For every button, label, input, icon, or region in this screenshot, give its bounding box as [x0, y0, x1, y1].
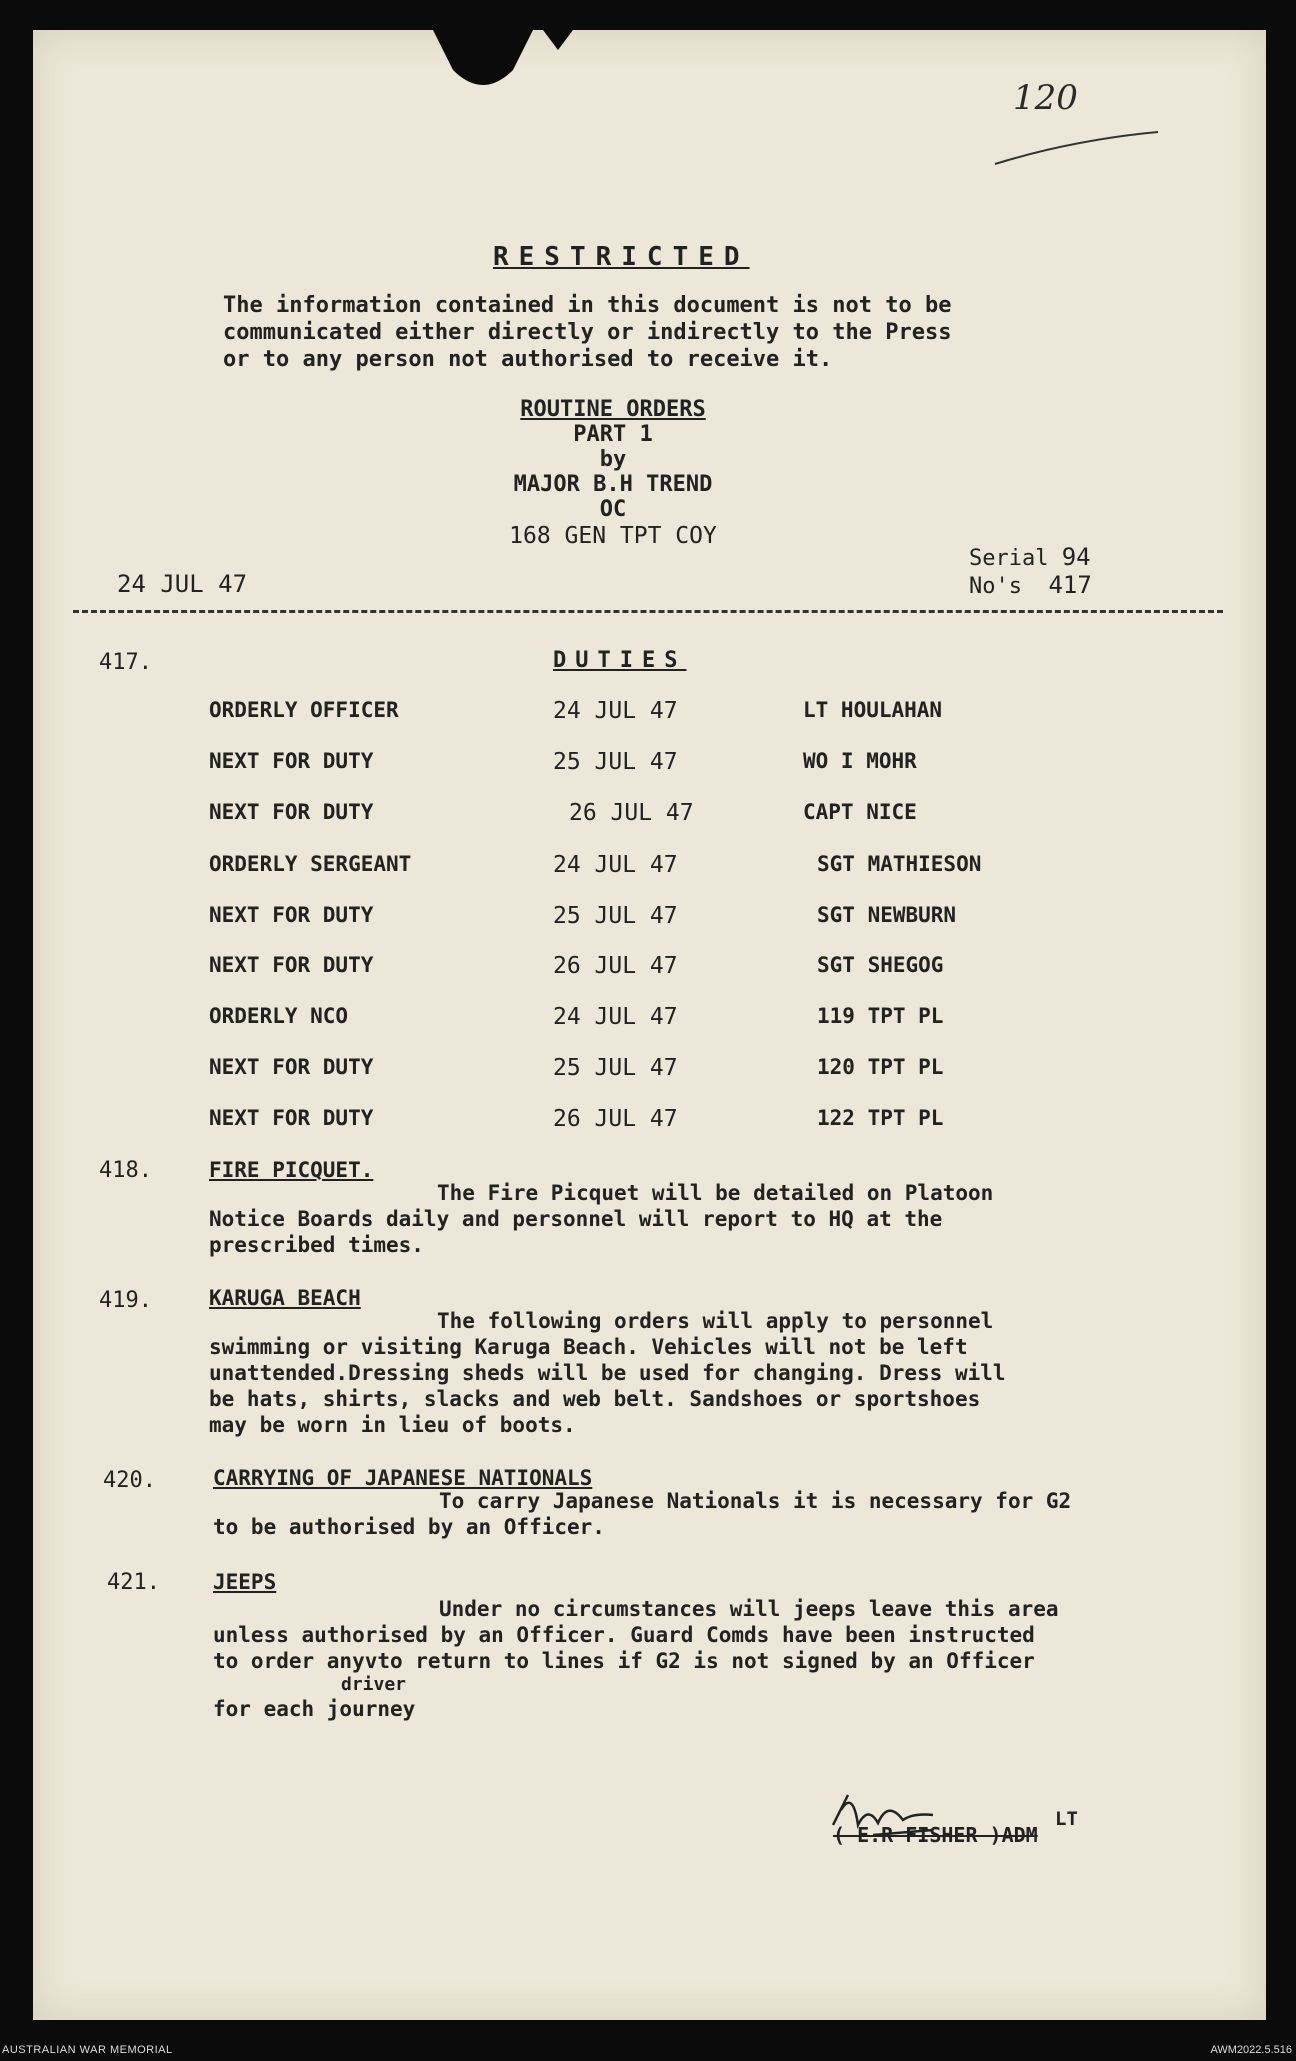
- duty-date: 24 JUL 47: [553, 852, 678, 878]
- notice-line: or to any person not authorised to receive it.: [223, 347, 833, 372]
- signatory-rank: LT: [1055, 1808, 1078, 1830]
- duty-person: 122 TPT PL: [817, 1106, 944, 1130]
- duty-date: 25 JUL 47: [553, 1055, 678, 1081]
- order-role: OC: [599, 497, 627, 522]
- duty-date: 26 JUL 47: [569, 800, 694, 826]
- duty-person: CAPT NICE: [803, 800, 917, 824]
- table-row: [33, 749, 1266, 789]
- duty-person: 120 TPT PL: [817, 1055, 944, 1079]
- paragraph-line: unless authorised by an Officer. Guard Comds have been instructed: [213, 1623, 1035, 1647]
- section-number: 420.: [103, 1468, 156, 1493]
- paragraph-line: The following orders will apply to personnel: [437, 1309, 994, 1333]
- section-number: 419.: [99, 1288, 152, 1313]
- paragraph-heading: JEEPS: [213, 1570, 277, 1594]
- document-date: 24 JUL 47: [117, 570, 248, 598]
- duty-person: WO I MOHR: [803, 749, 917, 773]
- serial-value: 94: [1061, 543, 1091, 571]
- order-by: by: [599, 447, 627, 472]
- paragraph-heading: CARRYING OF JAPANESE NATIONALS: [213, 1466, 593, 1490]
- duty-role: ORDERLY OFFICER: [209, 698, 399, 722]
- table-row: [33, 903, 1266, 943]
- duty-role: ORDERLY NCO: [209, 1004, 349, 1028]
- nos-value: 417: [1048, 571, 1092, 599]
- table-row: [33, 1055, 1266, 1095]
- duty-person: 119 TPT PL: [817, 1004, 944, 1028]
- duty-role: NEXT FOR DUTY: [209, 800, 374, 824]
- table-row: [33, 852, 1266, 892]
- duty-role: NEXT FOR DUTY: [209, 903, 374, 927]
- section-number: 418.: [99, 1158, 152, 1183]
- archive-reference: AWM2022.5.516: [1210, 2044, 1292, 2056]
- paragraph-heading: KARUGA BEACH: [209, 1286, 361, 1310]
- paragraph-body: [213, 1596, 1059, 1722]
- table-row: [33, 953, 1266, 993]
- paragraph-body: [209, 1180, 993, 1258]
- torn-punch-hole: [393, 30, 653, 100]
- paragraph-line: to be authorised by an Officer.: [213, 1515, 605, 1539]
- paragraph-line: The Fire Picquet will be detailed on Platoon: [437, 1181, 994, 1205]
- section-number: 421.: [107, 1570, 160, 1595]
- paragraph-line: To carry Japanese Nationals it is necessary for G2: [439, 1489, 1072, 1513]
- order-title-block: [353, 397, 873, 549]
- duty-role: ORDERLY SERGEANT: [209, 852, 412, 876]
- paragraph-line: to order anyvto return to lines if G2 is not signed by an Officer: [213, 1649, 1035, 1673]
- duty-date: 25 JUL 47: [553, 749, 678, 775]
- paragraph-line: be hats, shirts, slacks and web belt. Sandshoes or sportshoes: [209, 1387, 981, 1411]
- paragraph-line: Notice Boards daily and personnel will report to HQ at the: [209, 1207, 943, 1231]
- duty-person: LT HOULAHAN: [803, 698, 943, 722]
- duty-date: 25 JUL 47: [553, 903, 678, 929]
- paragraph-line: Under no circumstances will jeeps leave this area: [439, 1597, 1059, 1621]
- page-number-underline: [993, 120, 1163, 170]
- order-unit: 168 GEN TPT COY: [509, 523, 717, 549]
- paragraph-body: [209, 1308, 1006, 1438]
- paragraph-body: [213, 1488, 1071, 1540]
- section-number: 417.: [99, 650, 152, 675]
- paragraph-line: driver: [341, 1674, 407, 1695]
- duty-person: SGT MATHIESON: [817, 852, 982, 876]
- duty-date: 24 JUL 47: [553, 1004, 678, 1030]
- header-divider: [73, 610, 1223, 613]
- table-row: [33, 1106, 1266, 1146]
- document-page: [33, 30, 1266, 2020]
- paragraph-line: for each journey: [213, 1697, 416, 1721]
- duty-role: NEXT FOR DUTY: [209, 953, 374, 977]
- duty-date: 26 JUL 47: [553, 953, 678, 979]
- order-title: ROUTINE ORDERS: [520, 397, 706, 422]
- paragraph-line: unattended.Dressing sheds will be used for changing. Dress will: [209, 1361, 1006, 1385]
- paragraph-line: prescribed times.: [209, 1233, 424, 1257]
- table-row: [33, 800, 1266, 840]
- duty-person: SGT SHEGOG: [817, 953, 944, 977]
- page-number: 120: [1013, 78, 1078, 118]
- duty-role: NEXT FOR DUTY: [209, 1106, 374, 1130]
- duty-date: 24 JUL 47: [553, 698, 678, 724]
- notice-line: The information contained in this document is not to be: [223, 293, 952, 318]
- order-issuer: MAJOR B.H TREND: [513, 472, 713, 497]
- classification-heading: RESTRICTED: [493, 242, 750, 272]
- duty-person: SGT NEWBURN: [817, 903, 957, 927]
- notice-line: communicated either directly or indirectly to the Press: [223, 320, 952, 345]
- serial-block: [969, 544, 1092, 600]
- duties-title: DUTIES: [553, 648, 687, 673]
- paragraph-line: swimming or visiting Karuga Beach. Vehicles will not be left: [209, 1335, 968, 1359]
- duty-role: NEXT FOR DUTY: [209, 749, 374, 773]
- paragraph-heading: FIRE PICQUET.: [209, 1158, 374, 1182]
- table-row: [33, 698, 1266, 738]
- archive-credit: AUSTRALIAN WAR MEMORIAL: [2, 2044, 173, 2056]
- duty-role: NEXT FOR DUTY: [209, 1055, 374, 1079]
- table-row: [33, 1004, 1266, 1044]
- duty-date: 26 JUL 47: [553, 1106, 678, 1132]
- serial-label: Serial: [969, 546, 1049, 571]
- restriction-notice: [223, 292, 1093, 373]
- nos-label: No's: [969, 574, 1022, 599]
- signatory-name: ( E.R FISHER )ADM: [833, 1823, 1038, 1847]
- paragraph-line: may be worn in lieu of boots.: [209, 1413, 576, 1437]
- order-part: PART 1: [573, 422, 653, 447]
